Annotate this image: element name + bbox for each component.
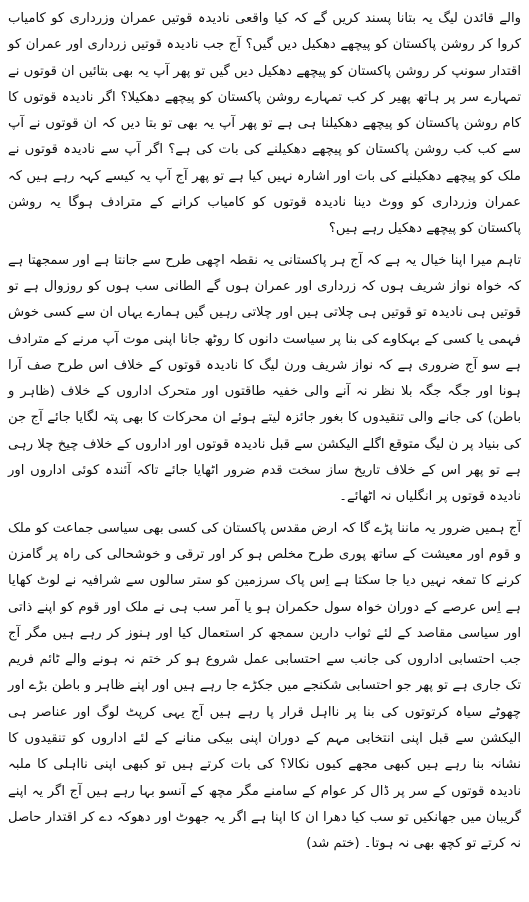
article-paragraph-1: والے قائدن لیگ یہ بتانا پسند کریں گے کہ کیا واقعی نادیدہ قوتیں عمران وزرداری کو کامیاب کروا کر روشن پاکستان کو پیچھے دھکیل دیں گیں؟ آج جب نادیدہ قوتیں زرداری اور عمران کو اقتدار سونپ کر روشن پاکستان کو پیچھے دھکیل دیں گیں تو پھر آپ یہ بھی بتائیں ان قوتوں نے تمہارے سر پر ہاتھ پھیر کر کب تمہارے روشن پاکستان کو پیچھے دھکیلا؟ اگر نادیدہ قوتوں کا کام روشن پاکستان کو پیچھے دھکیلنا ہی ہے تو پھر آپ یہ بھی تو بتا دیں کہ ان قوتوں نے آپ سے کب کب روشن پاکستان کو پیچھے دھکیلنے کی بات کی ہے؟ اگر آپ سے نادیدہ قوتوں نے ملک کو پیچھے دھکیلنے کی بات اور اشارہ نہیں کیا ہے تو پھر آج آپ یہ کیسے کہہ رہے ہیں کہ عمران وزرداری کو ووٹ دینا نادیدہ قوتوں کو کامیاب کرانے کے مترادف ہوگا یہ روشن پاکستان کو پیچھے دھکیل رہے ہیں؟ — [8, 11, 521, 237]
article-paragraph-3: آج ہمیں ضرور یہ ماننا پڑے گا کہ ارض مقدس پاکستان کی کسی بھی سیاسی جماعت کو ملک و قوم اور معیشت کے ساتھ پوری طرح مخلص ہو کر اور ترقی و خوشحالی کی راہ پر گامزن کرنے کا تمغہ نہیں دیا جا سکتا ہے اِس پاک سرزمین کو ستر سالوں سے شرافیہ نے لوٹ کھایا ہے اِس عرصے کے دوران خواہ سول حکمران ہو یا آمر سب ہی نے ملک اور قوم کو اپنے ذاتی اور سیاسی مقاصد کے لئے ثواب دارین سمجھ کر استعمال کیا اور ہنوز کر رہے ہیں مگر آج جب احتسابی اداروں کی جانب سے احتسابی عمل شروع ہو کر ختم نہ ہونے والے ٹائم فریم تک جاری ہے تو پھر جو احتسابی شکنجے میں جکڑے جا رہے ہیں اور اپنے ظاہر و باطن بڑے اور چھوٹے سیاہ کرتوتوں کی بنا پر نااہل قرار پا رہے ہیں آج یہی کرپٹ لوگ اور عناصر ہی الیکشن سے قبل اپنی انتخابی مہم کے دوران اپنی بیکی منانے کے لئے اداروں کو تنقیدوں کا نشانہ بنا رہے ہیں کبھی مجھے کیوں نکالا؟ کی بات کرتے ہیں تو کبھی اپنی نااہلی کا ملبہ نادیدہ قوتوں کے سر پر ڈال کر عوام کے سامنے مگر مچھ کے آنسو بہا رہے ہیں آج اگر یہ اپنے گریبان میں جھانکیں تو سب کیا دھرا ان کا اپنا ہے اگر یہ جھوٹ اور دھوکہ دے کر اقتدار حاصل نہ کرتے تو کچھ بھی نہ ہوتا۔ (ختم شد) — [8, 520, 521, 852]
article-paragraph-2: تاہم میرا اپنا خیال یہ ہے کہ آج ہر پاکستانی یہ نقطہ اچھی طرح سے جانتا ہے اور سمجھتا ہے کہ خواہ نواز شریف ہوں کہ زرداری اور عمران ہوں گے الطانی سب ہوں کو روزوال ہے تو قوتیں ہی نادیدہ تو قوتیں ہی چلاتی ہیں اور چلاتی رہیں گیں ہمارے یہاں ان سے کسی خوش فہمی یا کسی کے بہکاوے کی بنا پر سیاست دانوں کا روٹھ جانا اپنی موت آپ مرنے کے مترادف ہے سو آج ضروری ہے کہ نواز شریف ورن لیگ کا نادیدہ قوتوں کے خلاف اس طرح صف آرا ہونا اور جگہ جگہ بلا نظر نہ آنے والی خفیہ طاقتوں اور متحرک اداروں کے خلاف (ظاہر و باطن) کی جانے والی تنقیدوں کا بغور جائزہ لیتے ہوئے ان محرکات کا بھی پتہ لگایا جائے آج جن کی بنیاد پر ن لیگ متوقع اگلے الیکشن سے قبل نادیدہ قوتوں اور اداروں کے خلاف چیخ چلا رہی ہے تو پھر اس کے خلاف تاریخ ساز سخت قدم ضرور اٹھایا جائے تاکہ آئندہ کوئی اداروں اور نادیدہ قوتوں پر انگلیاں نہ اٹھائے۔ — [8, 252, 521, 505]
